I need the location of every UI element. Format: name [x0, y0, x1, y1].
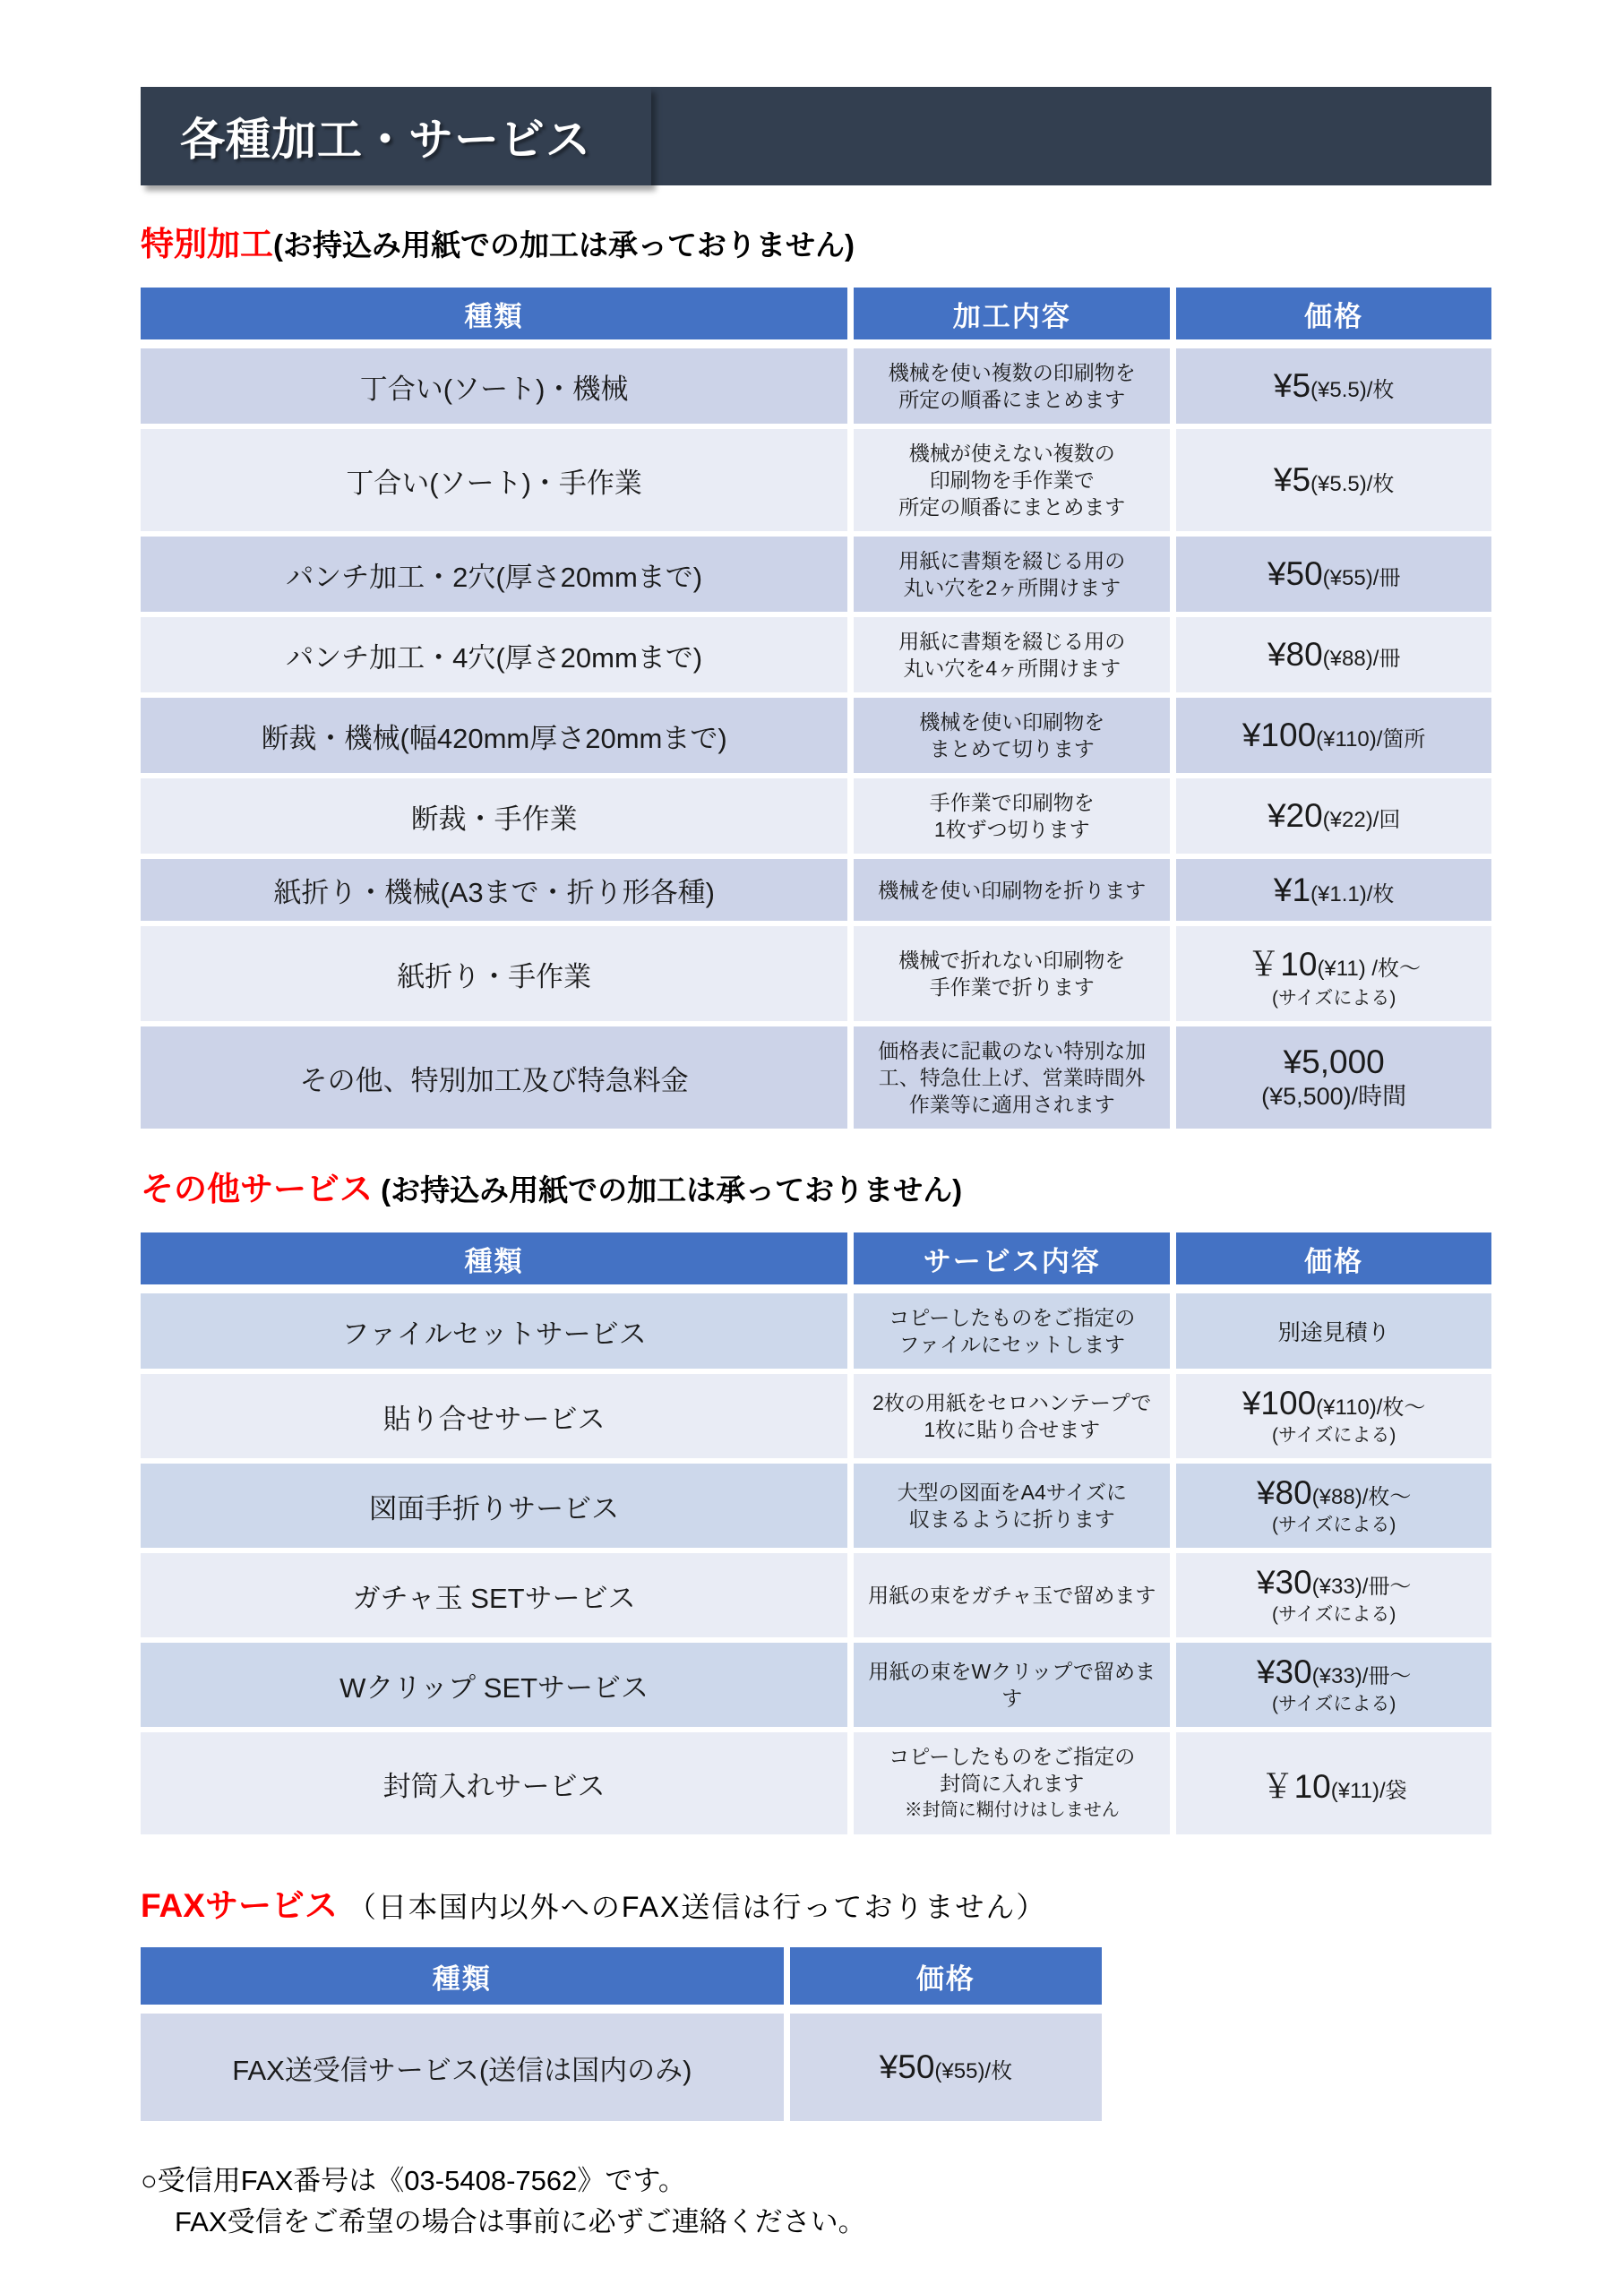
kind-cell: ファイルセットサービス	[141, 1289, 851, 1371]
price-tax-unit: (¥55)/冊	[1322, 566, 1401, 590]
fax-service-table	[141, 1947, 1102, 2121]
price-tax-unit: (¥11) /枚～	[1317, 957, 1422, 981]
price-cell	[1173, 614, 1491, 695]
price-tax-unit: (¥33)/冊～	[1311, 1664, 1412, 1688]
section-heading-other	[141, 1168, 1491, 1218]
description-line: 作業等に適用されます	[908, 1093, 1115, 1116]
description-line: コピーしたものをご指定の	[889, 1745, 1136, 1768]
table-row	[141, 695, 1491, 776]
kind-cell: パンチ加工・4穴(厚さ20mmまで)	[141, 614, 851, 695]
description-cell	[851, 1461, 1173, 1550]
price-amount: ¥5	[1273, 461, 1311, 498]
description-line: 2枚の用紙をセロハンテープで	[872, 1391, 1152, 1414]
price-tax-unit-line2: (¥5,500)/時間	[1261, 1083, 1407, 1110]
table-row	[141, 534, 1491, 614]
table-row	[141, 426, 1491, 534]
price-cell	[1173, 1461, 1491, 1550]
description-line: 手作業で印刷物を	[929, 791, 1095, 814]
table-row	[141, 614, 1491, 695]
price-main	[1181, 555, 1486, 593]
price-main	[1181, 1564, 1486, 1602]
table-header-cell: 価格	[1173, 1232, 1491, 1289]
kind-cell: 紙折り・手作業	[141, 923, 851, 1024]
price-cell	[1173, 426, 1491, 534]
price-tax-unit: (¥1.1)/枚	[1310, 881, 1395, 906]
description-cell	[851, 1730, 1173, 1834]
kind-cell: 図面手折りサービス	[141, 1461, 851, 1550]
price-main	[795, 2048, 1096, 2086]
price-main	[1181, 636, 1486, 674]
price-amount: ¥50	[879, 2048, 935, 2085]
title-chip	[141, 87, 651, 185]
table-row	[141, 1730, 1491, 1834]
description-cell	[851, 1550, 1173, 1640]
description-line: 機械を使い印刷物を	[919, 710, 1105, 734]
description-line: 用紙に書類を綴じる用の	[898, 630, 1126, 653]
price-tax-unit: (¥5.5)/枚	[1310, 472, 1395, 496]
price-tax-unit: (¥88)/枚～	[1311, 1485, 1412, 1509]
description-cell	[851, 1371, 1173, 1461]
table-row	[141, 1289, 1491, 1371]
table-row	[141, 2009, 1102, 2121]
kind-cell: Wクリップ SETサービス	[141, 1640, 851, 1730]
kind-cell: 紙折り・機械(A3まで・折り形各種)	[141, 856, 851, 923]
kind-cell: パンチ加工・2穴(厚さ20mmまで)	[141, 534, 851, 614]
description-line: 機械を使い複数の印刷物を	[888, 361, 1136, 384]
description-line: 機械を使い印刷物を折ります	[878, 878, 1147, 902]
page-title: 各種加工・サービス	[180, 115, 591, 165]
kind-cell: 丁合い(ソート)・機械	[141, 344, 851, 426]
section-heading-fax-note: （日本国内以外へのFAX送信は行っておりません）	[337, 1891, 1047, 1923]
price-size-note: (サイズによる)	[1272, 1604, 1396, 1625]
table-row	[141, 1024, 1491, 1129]
description-line: 封筒に入れます	[940, 1772, 1085, 1795]
table-header-row	[141, 1232, 1491, 1289]
table-header-cell: 価格	[786, 1947, 1102, 2009]
description-line: 1枚ずつ切ります	[933, 818, 1090, 841]
description-line: 所定の順番にまとめます	[898, 388, 1126, 411]
description-line: 用紙に書類を綴じる用の	[898, 549, 1126, 572]
table-header-cell: 種類	[141, 1232, 851, 1289]
description-line: 用紙の束をWクリップで留めます	[868, 1660, 1156, 1710]
price-tax-unit: (¥5.5)/枚	[1310, 378, 1395, 402]
table-head	[141, 1232, 1491, 1289]
table-row	[141, 344, 1491, 426]
price-amount: ¥20	[1267, 797, 1323, 834]
table-row	[141, 1461, 1491, 1550]
price-cell	[1173, 1289, 1491, 1371]
section-heading-other-label: その他サービス	[141, 1171, 373, 1207]
description-line: 機械が使えない複数の	[908, 442, 1115, 465]
kind-cell: FAX送受信サービス(送信は国内のみ)	[141, 2009, 786, 2121]
price-cell	[1173, 344, 1491, 426]
description-line: 機械で折れない印刷物を	[898, 949, 1126, 972]
table-row	[141, 856, 1491, 923]
price-tax-unit: (¥11)/袋	[1330, 1779, 1407, 1803]
footer-fax-number-line: ○受信用FAX番号は《03-5408-7562》です。	[141, 2165, 686, 2196]
price-tax-unit: (¥110)/箇所	[1316, 727, 1426, 751]
other-services-table	[141, 1232, 1491, 1834]
price-size-note: (サイズによる)	[1272, 1694, 1396, 1714]
description-line: 手作業で折ります	[929, 975, 1095, 999]
table-header-cell: 種類	[141, 1947, 786, 2009]
price-cell	[1173, 776, 1491, 856]
table-row	[141, 923, 1491, 1024]
section-heading-special-label: 特別加工	[141, 226, 273, 262]
table-head	[141, 1947, 1102, 2009]
table-row	[141, 776, 1491, 856]
price-amount: ¥80	[1256, 1474, 1312, 1511]
description-line: ファイルにセットします	[898, 1333, 1126, 1356]
price-amount: ¥100	[1242, 717, 1317, 753]
price-cell	[1173, 923, 1491, 1024]
price-amount: ¥50	[1267, 555, 1323, 592]
table-body	[141, 344, 1491, 1129]
description-line: 価格表に記載のない特別な加	[878, 1039, 1147, 1062]
price-cell	[1173, 1640, 1491, 1730]
table-body	[141, 1289, 1491, 1834]
description-cell	[851, 695, 1173, 776]
section-heading-fax-label: FAXサービス	[141, 1887, 338, 1924]
description-cell	[851, 1640, 1173, 1730]
page-content	[141, 87, 1491, 2243]
price-cell	[1173, 695, 1491, 776]
table-header-cell: サービス内容	[851, 1232, 1173, 1289]
table-row	[141, 1550, 1491, 1640]
price-cell	[1173, 1550, 1491, 1640]
kind-cell: 貼り合せサービス	[141, 1371, 851, 1461]
kind-cell: 封筒入れサービス	[141, 1730, 851, 1834]
price-tax-unit: (¥55)/枚	[934, 2059, 1013, 2083]
description-cell	[851, 426, 1173, 534]
price-amount: ￥10	[1247, 946, 1318, 983]
price-tax-unit: (¥22)/回	[1322, 808, 1401, 832]
price-cell	[1173, 856, 1491, 923]
price-cell	[1173, 1024, 1491, 1129]
table-header-cell: 加工内容	[851, 288, 1173, 344]
table-header-cell: 種類	[141, 288, 851, 344]
description-cell	[851, 856, 1173, 923]
description-cell	[851, 776, 1173, 856]
price-amount: ¥5	[1273, 367, 1311, 404]
kind-cell: ガチャ玉 SETサービス	[141, 1550, 851, 1640]
description-cell	[851, 923, 1173, 1024]
price-size-note: (サイズによる)	[1272, 1425, 1396, 1446]
price-cell	[1173, 1371, 1491, 1461]
title-bar	[141, 87, 1491, 185]
description-line: 大型の図面をA4サイズに	[897, 1481, 1127, 1504]
table-body	[141, 2009, 1102, 2121]
price-amount: ￥10	[1260, 1768, 1331, 1805]
price-main	[1181, 797, 1486, 835]
description-line: 丸い穴を4ヶ所開けます	[903, 657, 1121, 680]
price-cell	[786, 2009, 1102, 2121]
price-amount: ¥1	[1273, 871, 1311, 908]
description-line: 印刷物を手作業で	[929, 468, 1095, 492]
price-cell	[1173, 1730, 1491, 1834]
description-cell	[851, 534, 1173, 614]
price-tax-unit: (¥33)/冊～	[1311, 1575, 1412, 1599]
description-line: ※封筒に糊付けはしません	[904, 1800, 1120, 1820]
special-processing-table	[141, 288, 1491, 1129]
kind-cell: その他、特別加工及び特急料金	[141, 1024, 851, 1129]
table-header-cell: 価格	[1173, 288, 1491, 344]
price-size-note: (サイズによる)	[1272, 988, 1396, 1009]
description-line: コピーしたものをご指定の	[889, 1306, 1136, 1329]
price-main	[1181, 1653, 1486, 1691]
description-cell	[851, 614, 1173, 695]
kind-cell: 丁合い(ソート)・手作業	[141, 426, 851, 534]
description-cell	[851, 344, 1173, 426]
price-main	[1181, 367, 1486, 405]
kind-cell: 断裁・手作業	[141, 776, 851, 856]
description-line: 所定の順番にまとめます	[898, 495, 1126, 519]
price-tax-unit: (¥88)/冊	[1322, 647, 1401, 671]
price-main	[1181, 1474, 1486, 1512]
footer-fax-contact-line: FAX受信をご希望の場合は事前に必ずご連絡ください。	[175, 2206, 866, 2237]
description-line: まとめて切ります	[929, 737, 1095, 760]
section-heading-special-note: (お持込み用紙での加工は承っておりません)	[273, 228, 855, 262]
price-main	[1181, 1759, 1486, 1808]
price-main	[1181, 461, 1486, 499]
table-head	[141, 288, 1491, 344]
table-row	[141, 1640, 1491, 1730]
price-amount: ¥5,000	[1283, 1043, 1385, 1080]
description-line: 工、特急仕上げ、営業時間外	[878, 1066, 1146, 1089]
price-amount: ¥30	[1256, 1564, 1312, 1601]
price-amount: ¥100	[1242, 1385, 1317, 1421]
description-cell	[851, 1289, 1173, 1371]
price-amount: ¥80	[1267, 636, 1323, 673]
description-cell	[851, 1024, 1173, 1129]
description-line: 1枚に貼り合せます	[924, 1418, 1101, 1441]
description-line: 丸い穴を2ヶ所開けます	[903, 576, 1121, 599]
price-main	[1181, 717, 1486, 754]
section-heading-fax	[141, 1885, 1491, 1935]
description-line: 収まるように折ります	[908, 1507, 1115, 1531]
section-heading-special	[141, 223, 1491, 273]
price-main	[1181, 937, 1486, 985]
section-heading-other-note: (お持込み用紙での加工は承っておりません)	[373, 1173, 963, 1207]
price-size-note: (サイズによる)	[1272, 1515, 1396, 1535]
table-header-row	[141, 1947, 1102, 2009]
price-text: 別途見積り	[1277, 1320, 1390, 1345]
price-cell	[1173, 534, 1491, 614]
kind-cell: 断裁・機械(幅420mm厚さ20mmまで)	[141, 695, 851, 776]
table-header-row	[141, 288, 1491, 344]
price-tax-unit: (¥110)/枚～	[1316, 1396, 1426, 1420]
table-row	[141, 1371, 1491, 1461]
price-amount: ¥30	[1256, 1653, 1312, 1690]
price-main	[1181, 1385, 1486, 1422]
price-main	[1181, 1043, 1486, 1081]
footer-note	[141, 2160, 1491, 2243]
description-line: 用紙の束をガチャ玉で留めます	[868, 1584, 1156, 1607]
price-main	[1181, 872, 1486, 909]
